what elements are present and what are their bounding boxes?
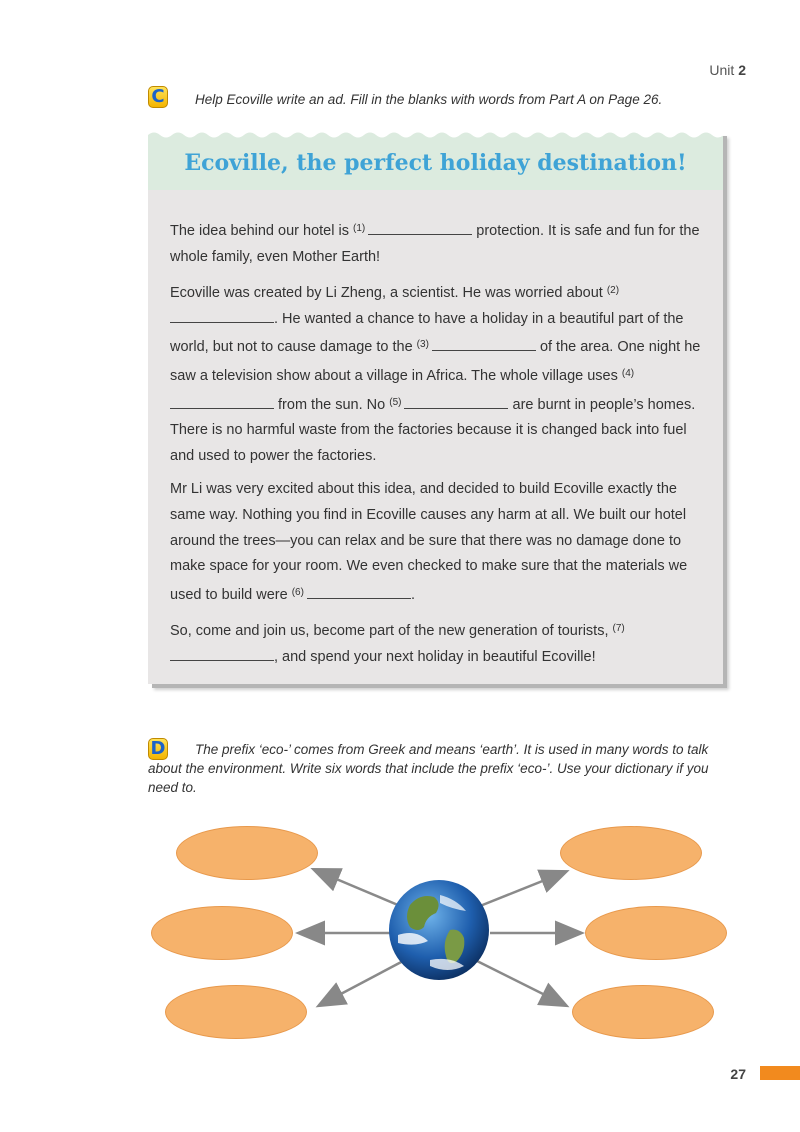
ad-title: Ecoville, the perfect holiday destination! xyxy=(184,150,687,176)
answer-bubble-1[interactable] xyxy=(176,826,318,880)
arrow-top-left xyxy=(315,870,405,908)
paragraph-2: Ecoville was created by Li Zheng, a scientist. He was worried about $^{(2)}$. He wanted a chance to have a holiday in a beautiful part of the world, but not to cause damage to the $^{(3)}$ of the area. One night he saw a television show about a village in Africa. The whole village uses $^{(4)}$ from the sun. No $^{(5)}$ are burnt in people’s homes. There is no harmful waste from the factories because it is changed back into fuel and used to power the factories. xyxy=(170,285,701,464)
paragraph-4: So, come and join us, become part of the new generation of tourists, $^{(7)}$, and spend your next holiday in beautiful Ecoville! xyxy=(170,623,625,665)
blank-1[interactable] xyxy=(368,221,472,235)
blank-4[interactable] xyxy=(170,395,274,409)
paragraph-1: The idea behind our hotel is $^{(1)}$ protection. It is safe and fun for the whole family, even Mother Earth! xyxy=(170,223,700,265)
earth-globe-icon xyxy=(389,880,489,980)
answer-bubble-5[interactable] xyxy=(585,906,727,960)
arrow-top-right xyxy=(475,872,565,908)
blank-6[interactable] xyxy=(307,585,411,599)
section-d-badge: D xyxy=(148,738,168,760)
unit-label: Unit 2 xyxy=(709,62,746,78)
answer-bubble-4[interactable] xyxy=(560,826,702,880)
page-accent-bar xyxy=(760,1066,800,1080)
ad-panel xyxy=(148,132,723,684)
section-c-instruction: Help Ecoville write an ad. Fill in the blanks with words from Part A on Page 26. xyxy=(195,92,663,107)
section-d-instruction: The prefix ‘eco-’ comes from Greek and means ‘earth’. It is used in many words to talk about the environment. Write six words that include the prefix ‘eco-’. Use your dictionary if you need to. xyxy=(148,742,709,795)
arrow-bottom-left xyxy=(320,960,405,1005)
ad-body xyxy=(170,216,705,679)
blank-2[interactable] xyxy=(170,309,274,323)
paragraph-3: Mr Li was very excited about this idea, and decided to build Ecoville exactly the same way. Nothing you find in Ecoville causes any harm at all. We built our hotel around the trees—you can relax and be sure that there was no damage done to make space for your room. We even checked to make sure that the materials we used to build were $^{(6)}$ . xyxy=(170,481,688,603)
blank-3[interactable] xyxy=(432,337,536,351)
torn-edge xyxy=(148,132,723,140)
page-number: 27 xyxy=(730,1066,746,1082)
section-c-badge: C xyxy=(148,86,168,108)
blank-5[interactable] xyxy=(404,395,508,409)
answer-bubble-3[interactable] xyxy=(165,985,307,1039)
arrow-bottom-right xyxy=(475,960,565,1005)
blank-7[interactable] xyxy=(170,647,274,661)
answer-bubble-2[interactable] xyxy=(151,906,293,960)
answer-bubble-6[interactable] xyxy=(572,985,714,1039)
